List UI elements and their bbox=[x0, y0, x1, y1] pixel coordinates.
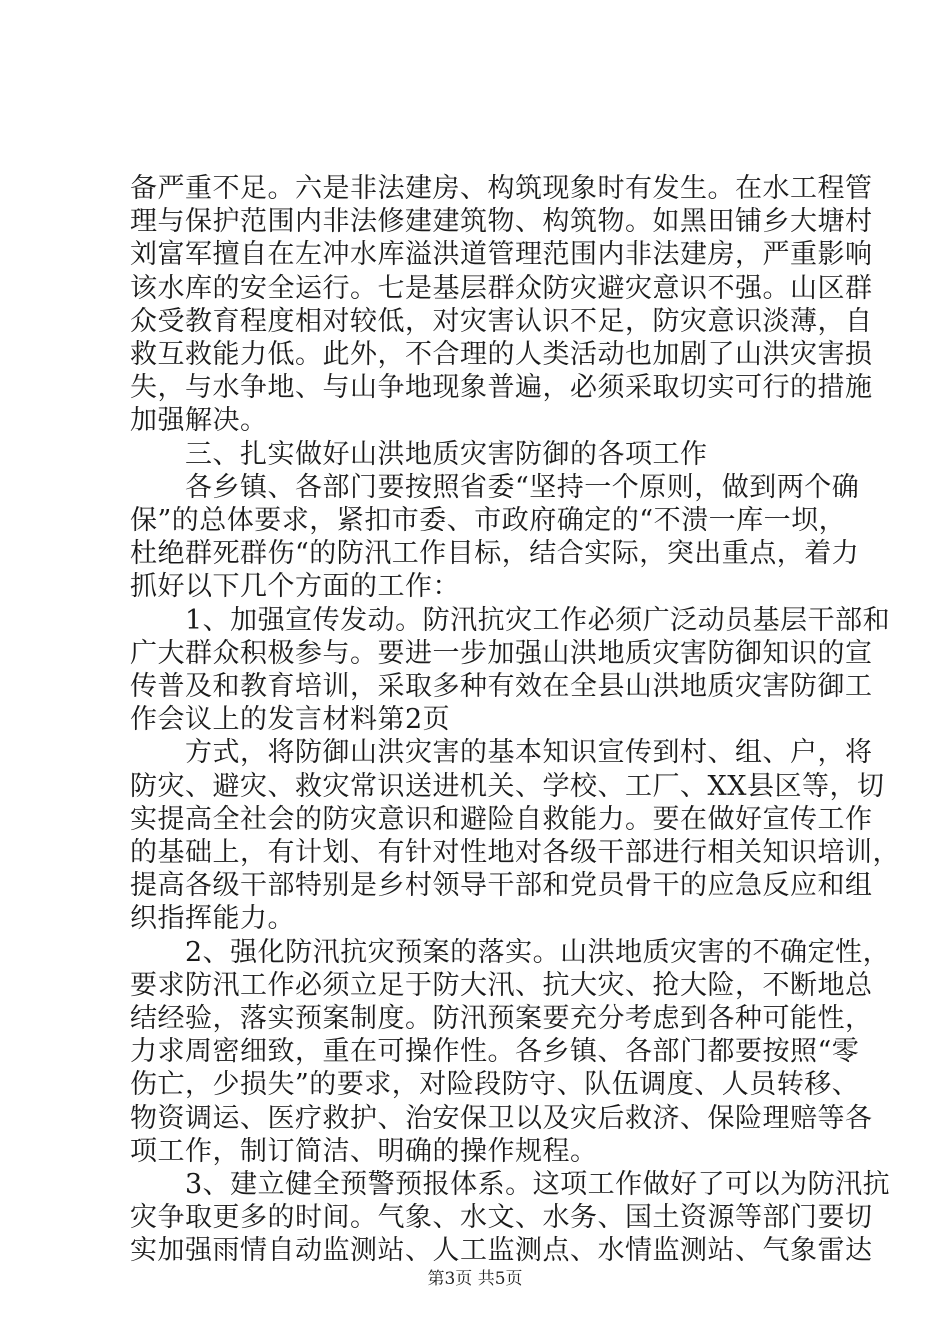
body-text-line: 该水库的安全运行。七是基层群众防灾避灾意识不强。山区群 bbox=[130, 272, 873, 304]
body-text-line: 抓好以下几个方面的工作： bbox=[130, 571, 460, 603]
body-text-line: 3、建立健全预警预报体系。这项工作做好了可以为防汛抗 bbox=[130, 1169, 891, 1200]
body-text-line: 防灾、避灾、救灾常识送进机关、学校、工厂、XX县区等，切 bbox=[130, 770, 885, 802]
body-text-line: 2、强化防汛抗灾预案的落实。山洪地质灾害的不确定性， bbox=[130, 936, 891, 968]
body-text-line: 织指挥能力。 bbox=[130, 903, 295, 935]
body-text-line: 刘富军擅自在左冲水库溢洪道管理范围内非法建房，严重影响 bbox=[130, 239, 873, 271]
body-text-line: 实提高全社会的防灾意识和避险自救能力。要在做好宣传工作 bbox=[130, 803, 873, 835]
body-text-line: 作会议上的发言材料第2页 bbox=[130, 704, 451, 736]
body-text-line: 结经验，落实预案制度。防汛预案要充分考虑到各种可能性， bbox=[130, 1003, 873, 1034]
body-text-line: 备严重不足。六是非法建房、构筑现象时有发生。在水工程管 bbox=[130, 173, 873, 204]
body-text-line: 理与保护范围内非法修建建筑物、构筑物。如黑田铺乡大塘村 bbox=[130, 206, 873, 238]
body-text-line: 1、加强宣传发动。防汛抗灾工作必须广泛动员基层干部和 bbox=[130, 604, 891, 636]
body-text-line: 伤亡，少损失”的要求，对险段防守、队伍调度、人员转移、 bbox=[130, 1069, 860, 1101]
body-text-line: 物资调运、医疗救护、治安保卫以及灾后救济、保险理赔等各 bbox=[130, 1102, 873, 1134]
body-text-line: 方式，将防御山洪灾害的基本知识宣传到村、组、户，将 bbox=[130, 737, 873, 769]
body-text-line: 加强解决。 bbox=[130, 405, 268, 437]
body-text-line: 要求防汛工作必须立足于防大汛、抗大灾、抢大险，不断地总 bbox=[130, 969, 873, 1001]
body-text-line: 项工作，制订简洁、明确的操作规程。 bbox=[130, 1135, 598, 1167]
body-text-line: 提高各级干部特别是乡村领导干部和党员骨干的应急反应和组 bbox=[130, 870, 873, 902]
page-footer: 第3页 共5页 bbox=[427, 1269, 523, 1289]
section-heading: 三、扎实做好山洪地质灾害防御的各项工作 bbox=[130, 438, 708, 470]
body-text-line: 灾争取更多的时间。气象、水文、水务、国土资源等部门要切 bbox=[130, 1202, 873, 1234]
body-text-line: 保”的总体要求，紧扣市委、市政府确定的“不溃一库一坝， bbox=[130, 505, 847, 536]
body-text-line: 广大群众积极参与。要进一步加强山洪地质灾害防御知识的宣 bbox=[130, 637, 873, 669]
body-text-line: 救互救能力低。此外，不合理的人类活动也加剧了山洪灾害损 bbox=[130, 339, 873, 370]
body-text-line: 力求周密细致，重在可操作性。各乡镇、各部门都要按照“零 bbox=[130, 1036, 860, 1068]
body-text-line: 众受教育程度相对较低，对灾害认识不足，防灾意识淡薄，自 bbox=[130, 305, 873, 337]
body-text-line: 实加强雨情自动监测站、人工监测点、水情监测站、气象雷达 bbox=[130, 1235, 873, 1267]
body-text-line: 传普及和教育培训，采取多种有效在全县山洪地质灾害防御工 bbox=[130, 671, 873, 702]
body-text-line: 杜绝群死群伤“的防汛工作目标，结合实际，突出重点，着力 bbox=[130, 538, 860, 570]
body-text-line: 的基础上，有计划、有针对性地对各级干部进行相关知识培训， bbox=[130, 837, 900, 868]
body-text-line: 各乡镇、各部门要按照省委“坚持一个原则，做到两个确 bbox=[130, 471, 860, 503]
body-text-line: 失，与水争地、与山争地现象普遍，必须采取切实可行的措施 bbox=[130, 372, 873, 404]
